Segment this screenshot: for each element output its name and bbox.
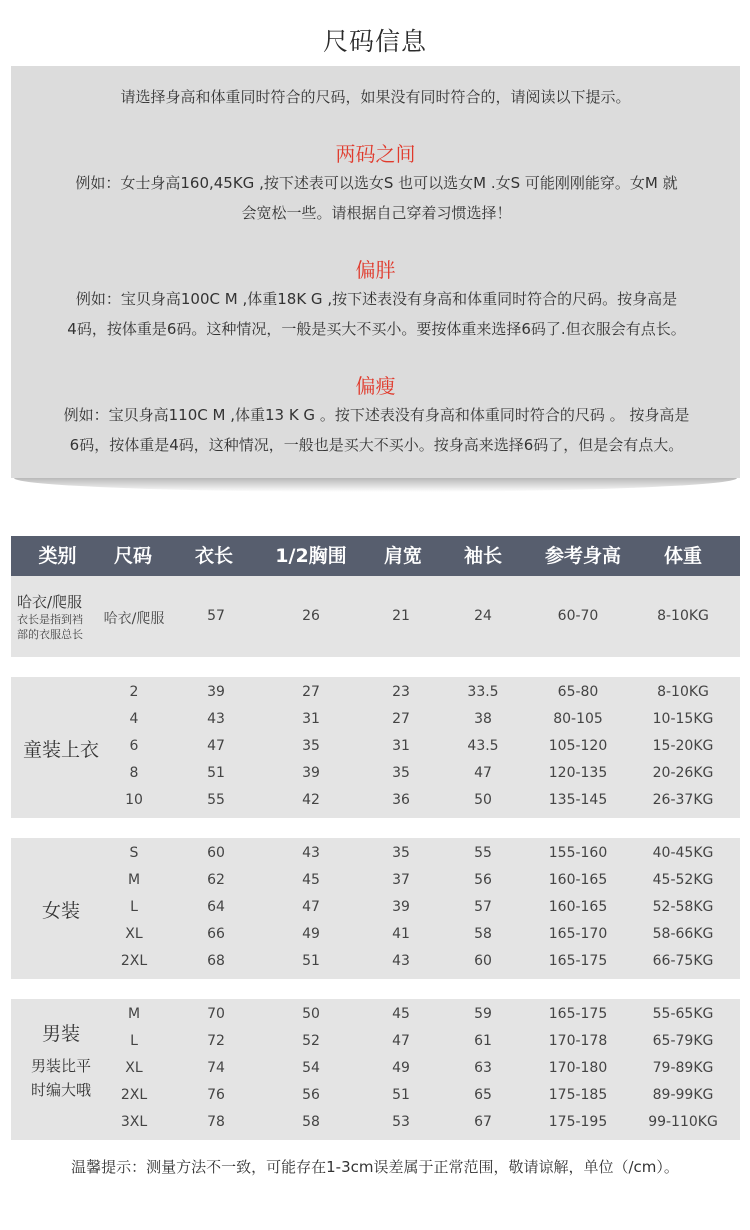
cell-height: 160-165 [548,899,608,915]
cell-shoulder: 41 [392,926,410,942]
section-line: 例如：女士身高160,45KG ,按下述表可以选女S 也可以选女M .女S 可能刚刚能穿。女M 就 [75,174,678,192]
cell-height: 105-120 [548,738,608,754]
header-ref-height: 参考身高 [544,545,621,567]
cell-weight: 10-15KG [652,711,714,727]
cell-length: 70 [207,1006,225,1022]
section-text-between-sizes [39,168,714,228]
cell-size: XL [125,926,143,942]
cell-height: 165-175 [548,953,608,969]
cell-chest: 45 [302,872,320,888]
cell-weight: 79-89KG [652,1060,714,1076]
cell-chest: 39 [302,765,320,781]
header-half-chest: 1/2胸围 [275,545,347,567]
cell-weight: 58-66KG [652,926,714,942]
cell-height: 165-175 [548,1006,608,1022]
cell-sleeve: 61 [474,1033,492,1049]
cell-size: L [130,899,138,915]
cell-length: 76 [207,1087,225,1103]
cell-sleeve: 60 [474,953,492,969]
cell-height: 175-195 [548,1114,608,1130]
section-line: 4码，按体重是6码。这种情况，一般是买大不买小。要按体重来选择6码了.但衣服会有点长。 [67,320,686,338]
cell-length: 57 [207,608,225,624]
cell-length: 64 [207,899,225,915]
cell-length: 72 [207,1033,225,1049]
cell-chest: 26 [302,608,320,624]
section-text-heavier [39,284,714,344]
header-sleeve: 袖长 [463,545,502,567]
cell-height: 160-165 [548,872,608,888]
cell-height: 170-180 [548,1060,608,1076]
category-name: 男装 [41,1023,80,1045]
cell-size: 10 [125,792,143,808]
section-line: 6码，按体重是4码，这种情况，一般也是买大不买小。按身高来选择6码了，但是会有点大。 [69,436,684,454]
cell-chest: 49 [302,926,320,942]
cell-size: 4 [129,711,139,727]
cell-size: M [127,872,141,888]
cell-weight: 65-79KG [652,1033,714,1049]
cell-weight: 99-110KG [648,1114,718,1130]
cell-shoulder: 51 [392,1087,410,1103]
cell-size: XL [125,1060,143,1076]
cell-length: 60 [207,845,225,861]
cell-sleeve: 47 [474,765,492,781]
cell-size: 2XL [120,953,148,969]
cell-sleeve: 63 [474,1060,492,1076]
cell-sleeve: 50 [474,792,492,808]
category-label [13,1019,109,1102]
cell-shoulder: 37 [392,872,410,888]
cell-chest: 43 [302,845,320,861]
section-text-thinner [39,400,714,460]
cell-length: 68 [207,953,225,969]
cell-chest: 54 [302,1060,320,1076]
header-weight: 体重 [663,545,702,567]
cell-length: 55 [207,792,225,808]
cell-height: 135-145 [548,792,608,808]
section-line: 例如：宝贝身高100C M ,体重18K G ,按下述表没有身高和体重同时符合的尺码。按身高是 [75,290,678,308]
cell-chest: 56 [302,1087,320,1103]
cell-weight: 20-26KG [652,765,714,781]
table-header [11,536,740,576]
cell-chest: 51 [302,953,320,969]
cell-weight: 15-20KG [652,738,714,754]
cell-chest: 31 [302,711,320,727]
cell-sleeve: 59 [474,1006,492,1022]
cell-shoulder: 53 [392,1114,410,1130]
cell-sleeve: 24 [474,608,492,624]
cell-height: 175-185 [548,1087,608,1103]
size-group-men [11,999,740,1140]
cell-size: L [130,1033,138,1049]
cell-height: 60-70 [557,608,599,624]
section-heading-between-sizes: 两码之间 [335,142,416,166]
header-shoulder: 肩宽 [383,545,422,567]
cell-weight: 52-58KG [652,899,714,915]
size-guide-panel [11,66,740,478]
cell-size: 哈衣/爬服 [103,611,165,627]
cell-size: 6 [129,738,139,754]
cell-size: M [127,1006,141,1022]
intro-text: 请选择身高和体重同时符合的尺码，如果没有同时符合的，请阅读以下提示。 [120,88,631,106]
section-heading-thinner: 偏瘦 [355,374,396,398]
cell-sleeve: 57 [474,899,492,915]
cell-height: 165-170 [548,926,608,942]
cell-size: 2 [129,684,139,700]
cell-weight: 8-10KG [657,608,709,624]
cell-length: 39 [207,684,225,700]
cell-height: 80-105 [553,711,603,727]
size-group-women [11,838,740,979]
cell-weight: 66-75KG [652,953,714,969]
page-title: 尺码信息 [322,27,427,56]
cell-chest: 47 [302,899,320,915]
cell-length: 51 [207,765,225,781]
cell-sleeve: 65 [474,1087,492,1103]
cell-size: 3XL [120,1114,148,1130]
cell-size: 2XL [120,1087,148,1103]
cell-sleeve: 55 [474,845,492,861]
category-note: 男装比平 [30,1057,91,1075]
panel-shadow [14,478,737,492]
cell-chest: 50 [302,1006,320,1022]
cell-length: 74 [207,1060,225,1076]
cell-shoulder: 39 [392,899,410,915]
section-heading-heavier: 偏胖 [355,258,396,282]
cell-weight: 26-37KG [652,792,714,808]
cell-chest: 58 [302,1114,320,1130]
cell-sleeve: 67 [474,1114,492,1130]
cell-shoulder: 45 [392,1006,410,1022]
size-group-onesie [11,576,740,657]
cell-chest: 27 [302,684,320,700]
cell-length: 78 [207,1114,225,1130]
cell-height: 120-135 [548,765,608,781]
cell-sleeve: 43.5 [467,738,499,754]
category-name: 女装 [41,900,80,922]
cell-sleeve: 38 [474,711,492,727]
cell-shoulder: 43 [392,953,410,969]
cell-length: 43 [207,711,225,727]
cell-shoulder: 35 [392,845,410,861]
cell-size: 8 [129,765,139,781]
category-note: 部的衣服总长 [17,628,83,641]
cell-length: 66 [207,926,225,942]
header-size: 尺码 [113,545,152,567]
cell-weight: 8-10KG [657,684,709,700]
cell-weight: 45-52KG [652,872,714,888]
cell-shoulder: 36 [392,792,410,808]
section-line: 会宽松一些。请根据自己穿着习惯选择！ [241,204,512,222]
cell-shoulder: 27 [392,711,410,727]
cell-chest: 35 [302,738,320,754]
category-note: 衣长是指到裆 [17,613,83,626]
cell-height: 155-160 [548,845,608,861]
cell-height: 65-80 [557,684,599,700]
cell-height: 170-178 [548,1033,608,1049]
cell-size: S [129,845,139,861]
size-group-kids-top [11,677,740,818]
cell-sleeve: 56 [474,872,492,888]
cell-weight: 40-45KG [652,845,714,861]
cell-chest: 42 [302,792,320,808]
cell-shoulder: 31 [392,738,410,754]
cell-shoulder: 47 [392,1033,410,1049]
cell-shoulder: 23 [392,684,410,700]
cell-sleeve: 33.5 [467,684,499,700]
section-line: 例如：宝贝身高110C M ,体重13 K G 。按下述表没有身高和体重同时符合的尺码 。 按身高是 [63,406,690,424]
cell-sleeve: 58 [474,926,492,942]
footer-note: 温馨提示：测量方法不一致，可能存在1-3cm误差属于正常范围，敬请谅解，单位（/cm）。 [71,1158,679,1176]
cell-length: 62 [207,872,225,888]
cell-chest: 52 [302,1033,320,1049]
header-length: 衣长 [194,545,233,567]
cell-weight: 89-99KG [652,1087,714,1103]
category-name: 童装上衣 [22,739,99,761]
category-label [13,591,97,642]
category-name: 哈衣/爬服 [17,593,83,611]
cell-length: 47 [207,738,225,754]
cell-shoulder: 21 [392,608,410,624]
cell-weight: 55-65KG [652,1006,714,1022]
category-note: 时编大哦 [30,1081,91,1099]
header-category: 类别 [38,545,77,567]
cell-shoulder: 35 [392,765,410,781]
cell-shoulder: 49 [392,1060,410,1076]
